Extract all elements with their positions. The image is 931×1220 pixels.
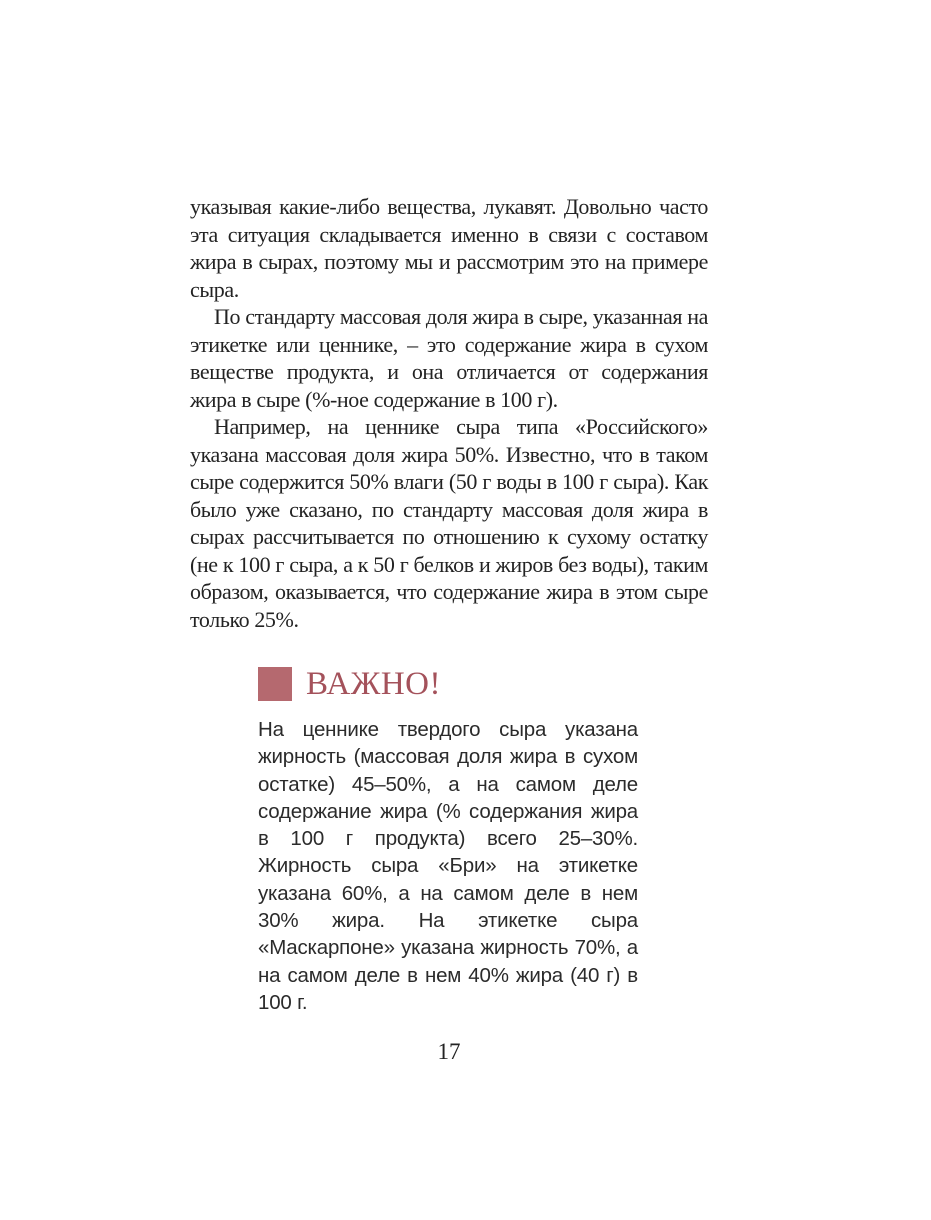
page-number: 17	[437, 1039, 461, 1064]
callout-header	[258, 666, 638, 701]
paragraph-2: По стандарту массовая доля жира в сыре, указанная на этикетке или ценнике, – это содержание жира в сухом веществе продукта, и она отличается от содержания жира в сыре (%-ное содержание в 100 г).	[190, 304, 708, 412]
paragraph-1: указывая какие-либо вещества, лукавят. Довольно часто эта ситуация складывается именно в связи с составом жира в сырах, поэтому мы и рассмотрим это на примере сыра.	[190, 194, 708, 302]
square-bullet-icon	[258, 667, 292, 701]
paragraph-3: Например, на ценнике сыра типа «Российского» указана массовая доля жира 50%. Известно, что в таком сыре содержится 50% влаги (50 г воды в 100 г сыра). Как было уже сказано, по стандарту массовая доля жира в сырах рассчитывается по отношению к сухому остатку (не к 100 г сыра, а к 50 г белков и жиров без воды), таким образом, оказывается, что содержание жира в этом сыре только 25%.	[190, 414, 708, 632]
callout-title: ВАЖНО!	[306, 665, 441, 702]
body-text-block	[190, 193, 708, 633]
important-callout	[258, 666, 638, 1016]
callout-text: На ценнике твердого сыра указана жирность (массовая доля жира в сухом остатке) 45–50%, а на самом деле содержание жира (% содержания жира в 100 г продукта) всего 25–30%. Жирность сыра «Бри» на этикетке указана 60%, а на самом деле в нем 30% жира. На этикетке сыра «Маскарпоне» указана жирность 70%, а на самом деле в нем 40% жира (40 г) в 100 г.	[258, 718, 638, 1014]
